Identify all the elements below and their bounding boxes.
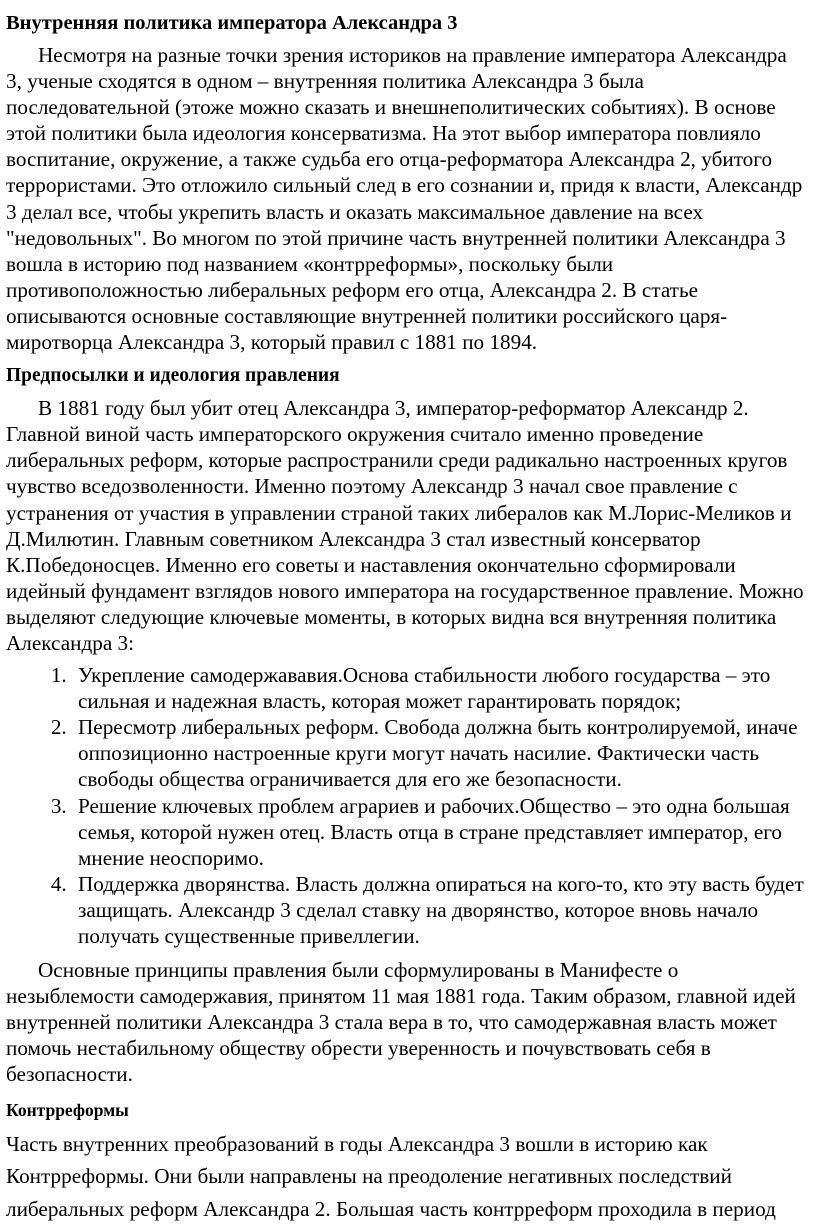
section-heading-premises: Предпосылки и идеология правления (6, 365, 340, 387)
intro-paragraph: Несмотря на разные точки зрения историков на правление императора Александра 3, ученые сходятся в одном – внутренняя политика Александра 3 была последовательной (этоже можно сказать и внешнеполитических событиях). В основе этой политики была идеология консерватизма. На этот выбор императора повлияло воспитание, окружение, а также судьба его отца-реформатора Александра 2, убитого террористами. Это отложило сильный след в его сознании и, придя к власти, Александр 3 делал все, чтобы укрепить власть и оказать максимальное давление на всех "недовольных". Во многом по этой причине часть внутренней политики Александра 3 вошла в историю под названием «контрреформы», поскольку были противоположностью либеральных реформ его отца, Александра 2. В статье описываются основные составляющие внутренней политики российского царя-миротворца Александра 3, который правил с 1881 по 1894. (6, 43, 803, 355)
list-item: 3. Решение ключевых проблем аграриев и рабочих.Общество – это одна большая семья, которой нужен отец. Власть отца в стране представляет император, его мнение неоспоримо. (72, 793, 804, 871)
premises-paragraph: В 1881 году был убит отец Александра 3, император-реформатор Александр 2. Главной виной часть императорского окружения считало именно проведение либеральных реформ, которые распространили среди радикально настроенных кругов чувство вседозволенности. Именно поэтому Александр 3 начал свое правление с устранения от участия в управлении страной таких либералов как М.Лорис-Меликов и Д.Милютин. Главным советником Александра 3 стал известный консерватор К.Победоносцев. Именно его советы и наставления окончательно сформировали идейный фундамент взглядов нового императора на государственное правление. Можно выделяют следующие ключевые моменты, в которых видна вся внутренняя политика Александра 3: (6, 396, 804, 655)
document-title: Внутренняя политика императора Александра 3 (6, 12, 458, 34)
key-points-list (6, 662, 804, 949)
manifesto-paragraph: Основные принципы правления были сформулированы в Манифесте о незыблемости самодержавия, принятом 11 мая 1881 года. Таким образом, главной идей внутренней политики Александра 3 стала вера в то, что самодержавная власть может помочь нестабильному обществу обрести уверенность и почувствовать себя в безопасности. (6, 958, 796, 1087)
list-item: 4. Поддержка дворянства. Власть должна опираться на кого-то, кто эту васть будет защищать. Александр 3 сделал ставку на дворянство, которое вновь начало получать существенные привеллегии. (72, 871, 804, 949)
list-item: 2. Пересмотр либеральных реформ. Свобода должна быть контролируемой, иначе оппозиционно настроенные круги могут начать насилие. Фактически часть свободы общества ограничивается для его же безопасности. (72, 714, 804, 792)
section-heading-counterreforms: Контрреформы (6, 1099, 129, 1120)
list-item: 1. Укрепление самодержававия.Основа стабильности любого государства – это сильная и надежная власть, которая может гарантировать порядок; (72, 662, 804, 714)
counterreforms-paragraph: Часть внутренних преобразований в годы Александра 3 вошли в историю как Контрреформы. Они были направлены на преодоление негативных последствий либеральных реформ Александра 2. Большая часть контрреформ проходила в период (6, 1131, 776, 1221)
